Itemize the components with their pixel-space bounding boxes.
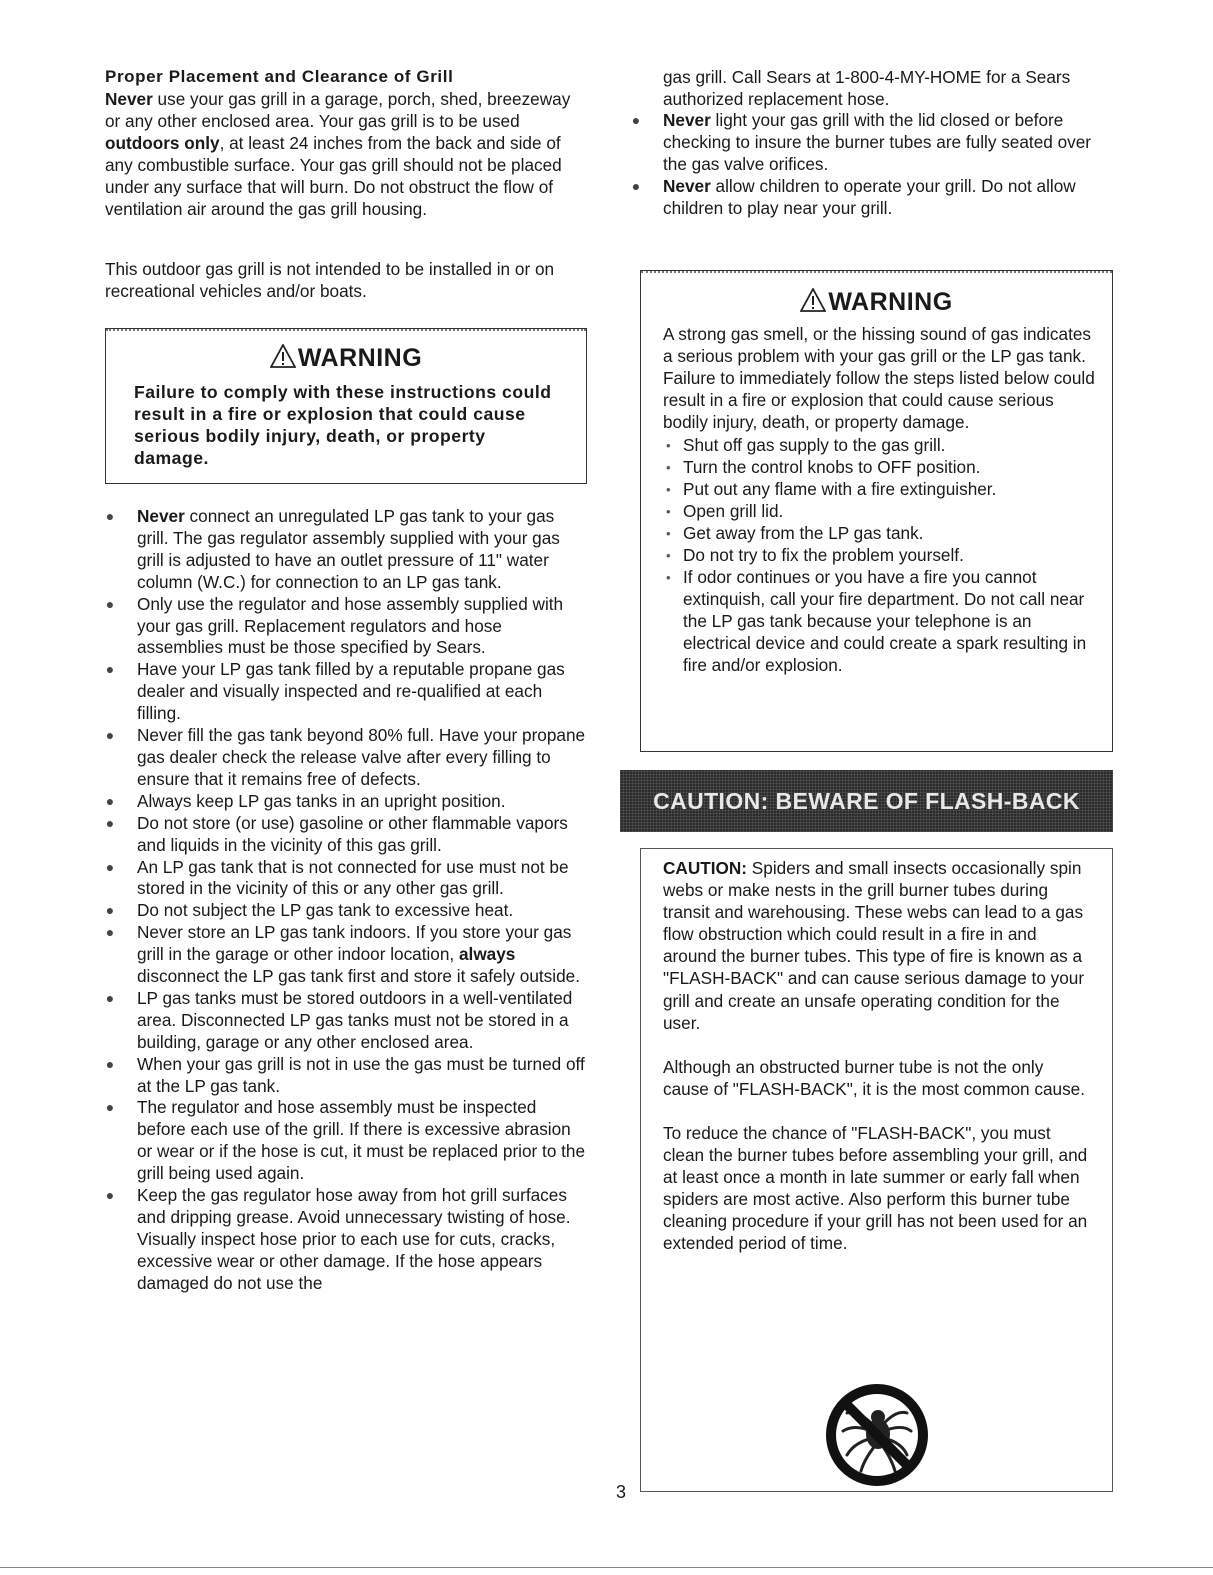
warning-step — [663, 479, 1098, 501]
bullet-text: Never store an LP gas tank indoors. If you store your gas grill in the garage or other indoor location, — [137, 922, 572, 965]
warning-steps-list — [663, 435, 1098, 676]
warning-step — [663, 523, 1098, 545]
bullet-text: Have your LP gas tank filled by a reputable propane gas dealer and visually inspected and re-qualified at each filling. — [137, 659, 565, 724]
bullet-item — [105, 506, 587, 594]
bullet-text: Do not store (or use) gasoline or other flammable vapors and liquids in the vicinity of this gas grill. — [137, 812, 568, 855]
bullet-item — [105, 1054, 587, 1098]
bullet-text: Only use the regulator and hose assembly supplied with your gas grill. Replacement regulators and hose assemblies must be those specified by Sears. — [137, 593, 564, 658]
bullet-dot: ● — [105, 508, 115, 524]
intro-never: Never — [105, 89, 153, 109]
bullet-text: When your gas grill is not in use the gas must be turned off at the LP gas tank. — [137, 1053, 585, 1096]
section-heading: Proper Placement and Clearance of Grill — [105, 67, 454, 86]
bullet-item — [631, 110, 1103, 176]
continued-text: gas grill. Call Sears at 1-800-4-MY-HOME for a Sears authorized replacement hose. — [663, 67, 1071, 110]
intro-text-2: , at least 24 inches from the back and side of any combustible surface. Your gas grill should not be placed under any surface that will burn. Do not obstruct the flow of ventilation air around the gas grill housing. — [105, 133, 562, 220]
bullet-dot: ● — [105, 989, 115, 1006]
intro-text-1: use your gas grill in a garage, porch, shed, breezeway or any other enclosed area. Your gas grill is to be used — [105, 89, 571, 132]
warning-step — [663, 567, 1098, 677]
warning-step-text: Get away from the LP gas tank. — [683, 523, 924, 544]
bullet-dot: ● — [105, 727, 115, 744]
warning-title-text: WARNING — [297, 344, 423, 372]
bullet-dot: • — [666, 460, 671, 476]
bullet-bold: Never — [663, 110, 711, 130]
warning-step-text: If odor continues or you have a fire you cannot extinquish, call your fire department. Do not call near the LP gas tank because your telephone is an electrical device and could create a spark resulting in fire and/or explosion. — [683, 566, 1087, 675]
bullet-item — [105, 659, 587, 725]
warning-step-text: Do not try to fix the problem yourself. — [683, 545, 964, 565]
bullet-text: The regulator and hose assembly must be inspected before each use of the grill. If there is excessive abrasion or wear or if the hose is cut, it must be replaced prior to the grill being used again. — [137, 1097, 586, 1184]
bullet-item — [631, 176, 1103, 220]
vehicles-paragraph: This outdoor gas grill is not intended to be installed in or on recreational vehicles and/or boats. — [105, 259, 555, 302]
bullet-text: Keep the gas regulator hose away from hot grill surfaces and dripping grease. Avoid unnecessary twisting of hose. Visually inspect hose prior to each use for cuts, cracks, excessive wear or other damage. If the hose appears damaged do not use the — [137, 1185, 571, 1293]
warning-text-right: A strong gas smell, or the hissing sound of gas indicates a serious problem with your gas grill or the LP gas tank. Failure to immediately follow the steps listed below could result in a fire or explosion that could cause serious bodily injury, death, or property damage. — [663, 324, 1095, 433]
bullet-dot: ● — [105, 1099, 115, 1116]
warning-step — [663, 435, 1098, 457]
warning-step-text: Shut off gas supply to the gas grill. — [683, 435, 946, 456]
bullet-item — [105, 813, 587, 857]
bullet-item — [105, 988, 587, 1054]
intro-paragraph — [105, 88, 587, 221]
warning-title-text: WARNING — [828, 288, 953, 316]
bullet-item — [105, 1097, 587, 1185]
bullet-text: Never fill the gas tank beyond 80% full. Have your propane gas dealer check the release valve after every filling to ensure that it remains free of defects. — [137, 725, 586, 789]
bullet-text: Do not subject the LP gas tank to excessive heat. — [137, 900, 514, 921]
caution-paragraph-2: Although an obstructed burner tube is not the only cause of "FLASH-BACK", it is the most common cause. — [663, 1056, 1085, 1099]
intro-outdoors: outdoors only — [105, 133, 220, 154]
bullet-dot: • — [666, 482, 671, 498]
bullet-dot: ● — [105, 858, 115, 875]
bullet-dot: • — [666, 504, 671, 520]
warning-title-right — [641, 287, 1112, 317]
no-spider-icon — [821, 1379, 933, 1491]
bullet-item — [105, 900, 587, 922]
bullet-dot: • — [666, 548, 671, 563]
bullet-item — [105, 922, 587, 988]
warning-step-text: Turn the control knobs to OFF position. — [683, 457, 981, 478]
warning-triangle-icon — [270, 344, 296, 368]
bullet-dot: ● — [105, 902, 115, 919]
warning-box-left — [105, 328, 587, 484]
bullet-item — [105, 594, 587, 660]
warning-step-text: Put out any flame with a fire extinguisher. — [683, 479, 997, 500]
bullet-dot: • — [666, 438, 671, 454]
warning-text-left: Failure to comply with these instructions could result in a fire or explosion that could cause serious bodily injury, death, or property damage. — [134, 382, 552, 468]
bullet-text: LP gas tanks must be stored outdoors in a well-ventilated area. Disconnected LP gas tanks must not be stored in a building, garage or any other enclosed area. — [137, 987, 573, 1052]
bullet-text: Always keep LP gas tanks in an upright position. — [137, 790, 506, 811]
caution-label: CAUTION: — [663, 858, 748, 878]
bullet-dot: • — [666, 569, 671, 585]
bullet-text: An LP gas tank that is not connected for use must not be stored in the vicinity of this or any other gas grill. — [137, 856, 569, 899]
bullet-item — [105, 857, 587, 901]
bullet-dot: ● — [105, 595, 115, 612]
bottom-rule — [0, 1567, 1213, 1568]
bullet-dot: ● — [631, 177, 641, 194]
bullet-text: allow children to operate your grill. Do not allow children to play near your grill. — [663, 175, 1076, 218]
bullet-bold: Never — [137, 506, 185, 526]
page-number: 3 — [616, 1482, 627, 1502]
warning-step — [663, 501, 1098, 523]
bullet-dot: ● — [631, 112, 641, 128]
safety-bullet-list — [105, 506, 587, 1295]
bullet-text: disconnect the LP gas tank first and store it safely outside. — [137, 966, 580, 987]
bullet-text: connect an unregulated LP gas tank to your gas grill. The gas regulator assembly supplied with your gas grill is adjusted to have an outlet pressure of 11" water column (W.C.) for connection to an LP gas tank. — [137, 506, 560, 592]
bullet-dot: ● — [105, 792, 115, 809]
right-bullet-list — [631, 110, 1103, 220]
caution-text-1: Spiders and small insects occasionally spin webs or make nests in the grill burner tubes during transit and warehousing. These webs can lead to a gas flow obstruction which could result in a fire in and around the burner tubes. This type of fire is known as a "FLASH-BACK" and can cause serious damage to your grill and create an unsafe operating condition for the user. — [663, 858, 1085, 1033]
caution-box — [640, 848, 1113, 1492]
caution-paragraph-1 — [663, 857, 1093, 1034]
warning-step — [663, 457, 1098, 479]
bullet-dot: ● — [105, 1055, 115, 1072]
caution-paragraph-3: To reduce the chance of "FLASH-BACK", you must clean the burner tubes before assembling your grill, and at least once a month in late summer or early fall when spiders are most active. Also perform this burner tube cleaning procedure if your grill has not been used for an extended period of time. — [663, 1122, 1088, 1254]
bullet-dot: ● — [105, 924, 115, 941]
caution-banner: CAUTION: BEWARE OF FLASH-BACK — [620, 770, 1113, 832]
bullet-dot: • — [666, 526, 671, 542]
warning-triangle-icon — [800, 288, 826, 312]
bullet-bold: Never — [663, 175, 711, 196]
bullet-dot: ● — [105, 814, 115, 831]
warning-box-right — [640, 270, 1113, 752]
bullet-dot: ● — [105, 661, 115, 678]
bullet-text: light your gas grill with the lid closed or before checking to insure the burner tubes are fully seated over the gas valve orifices. — [663, 110, 1092, 174]
warning-title-left — [106, 343, 586, 373]
bullet-bold: always — [458, 944, 516, 965]
warning-step-text: Open grill lid. — [683, 501, 784, 522]
bullet-item — [105, 725, 587, 791]
warning-step — [663, 545, 1098, 567]
bullet-item — [105, 791, 587, 813]
bullet-item — [105, 1185, 587, 1295]
bullet-dot: ● — [105, 1187, 115, 1204]
